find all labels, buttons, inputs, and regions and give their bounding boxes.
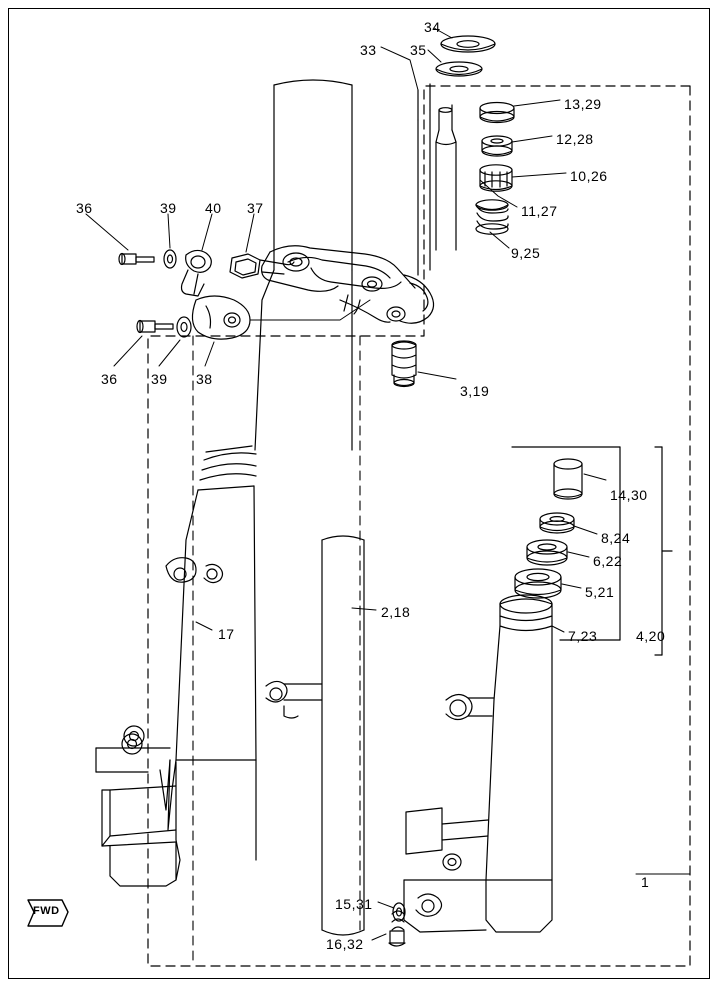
callout-6-22: 6,22 [593,553,623,569]
callout-11-27: 11,27 [521,203,558,219]
callout-40: 40 [205,200,222,216]
callout-14-30: 14,30 [610,487,648,503]
callout-7-23: 7,23 [568,628,598,644]
part-36-bolt-upper [119,254,154,265]
part-5-21-ring [515,569,561,598]
callout-5-21: 5,21 [585,584,615,600]
part-16-32-bolt [389,911,405,946]
callout-37: 37 [247,200,264,216]
callout-9-25: 9,25 [511,245,541,261]
fork-rod-top [436,105,456,250]
part-14-30-spacer [554,459,582,499]
callout-15-31: 15,31 [335,896,373,912]
part-2-18-inner-tube [266,536,364,935]
callout-38: 38 [196,371,213,387]
part-35-washer [436,62,482,76]
part-36-bolt-lower [137,321,173,333]
bracket-4-20 [655,447,672,655]
part-10-26-spacer [480,165,512,191]
fwd-direction-badge [26,896,68,930]
part-13-29-ring [480,103,514,123]
part-12-28-ring [482,136,512,156]
callout-39-lower: 39 [151,371,168,387]
callout-3-19: 3,19 [460,383,490,399]
part-3-19-boot [392,341,416,387]
part-17-left-fork-leg [96,80,352,886]
fwd-badge-label: FWD [33,905,60,917]
callout-12-28: 12,28 [556,131,594,147]
callout-13-29: 13,29 [564,96,602,112]
callout-35: 35 [410,42,427,58]
callout-36-upper: 36 [76,200,93,216]
part-8-24-washer [540,513,574,533]
callout-2-18: 2,18 [381,604,411,620]
part-39-washer-lower [177,317,191,337]
callout-16-32: 16,32 [326,936,364,952]
upper-bracket [262,246,434,324]
part-7-23-right-slider [404,595,552,932]
callout-10-26: 10,26 [570,168,608,184]
callout-36-lower: 36 [101,371,118,387]
callout-1: 1 [641,874,650,890]
part-6-22-oil-seal [527,540,567,565]
part-39-washer-upper [164,250,176,268]
part-11-27-spring [476,200,508,234]
part-34-washer [441,36,495,52]
callout-4-20: 4,20 [636,628,666,644]
callout-34: 34 [424,19,441,35]
part-40-clamp [182,250,212,296]
callout-39-upper: 39 [160,200,177,216]
callout-33: 33 [360,42,377,58]
group-boundary-1 [148,86,690,966]
callout-17: 17 [218,626,235,642]
callout-8-24: 8,24 [601,530,631,546]
part-38-plate [192,296,250,339]
